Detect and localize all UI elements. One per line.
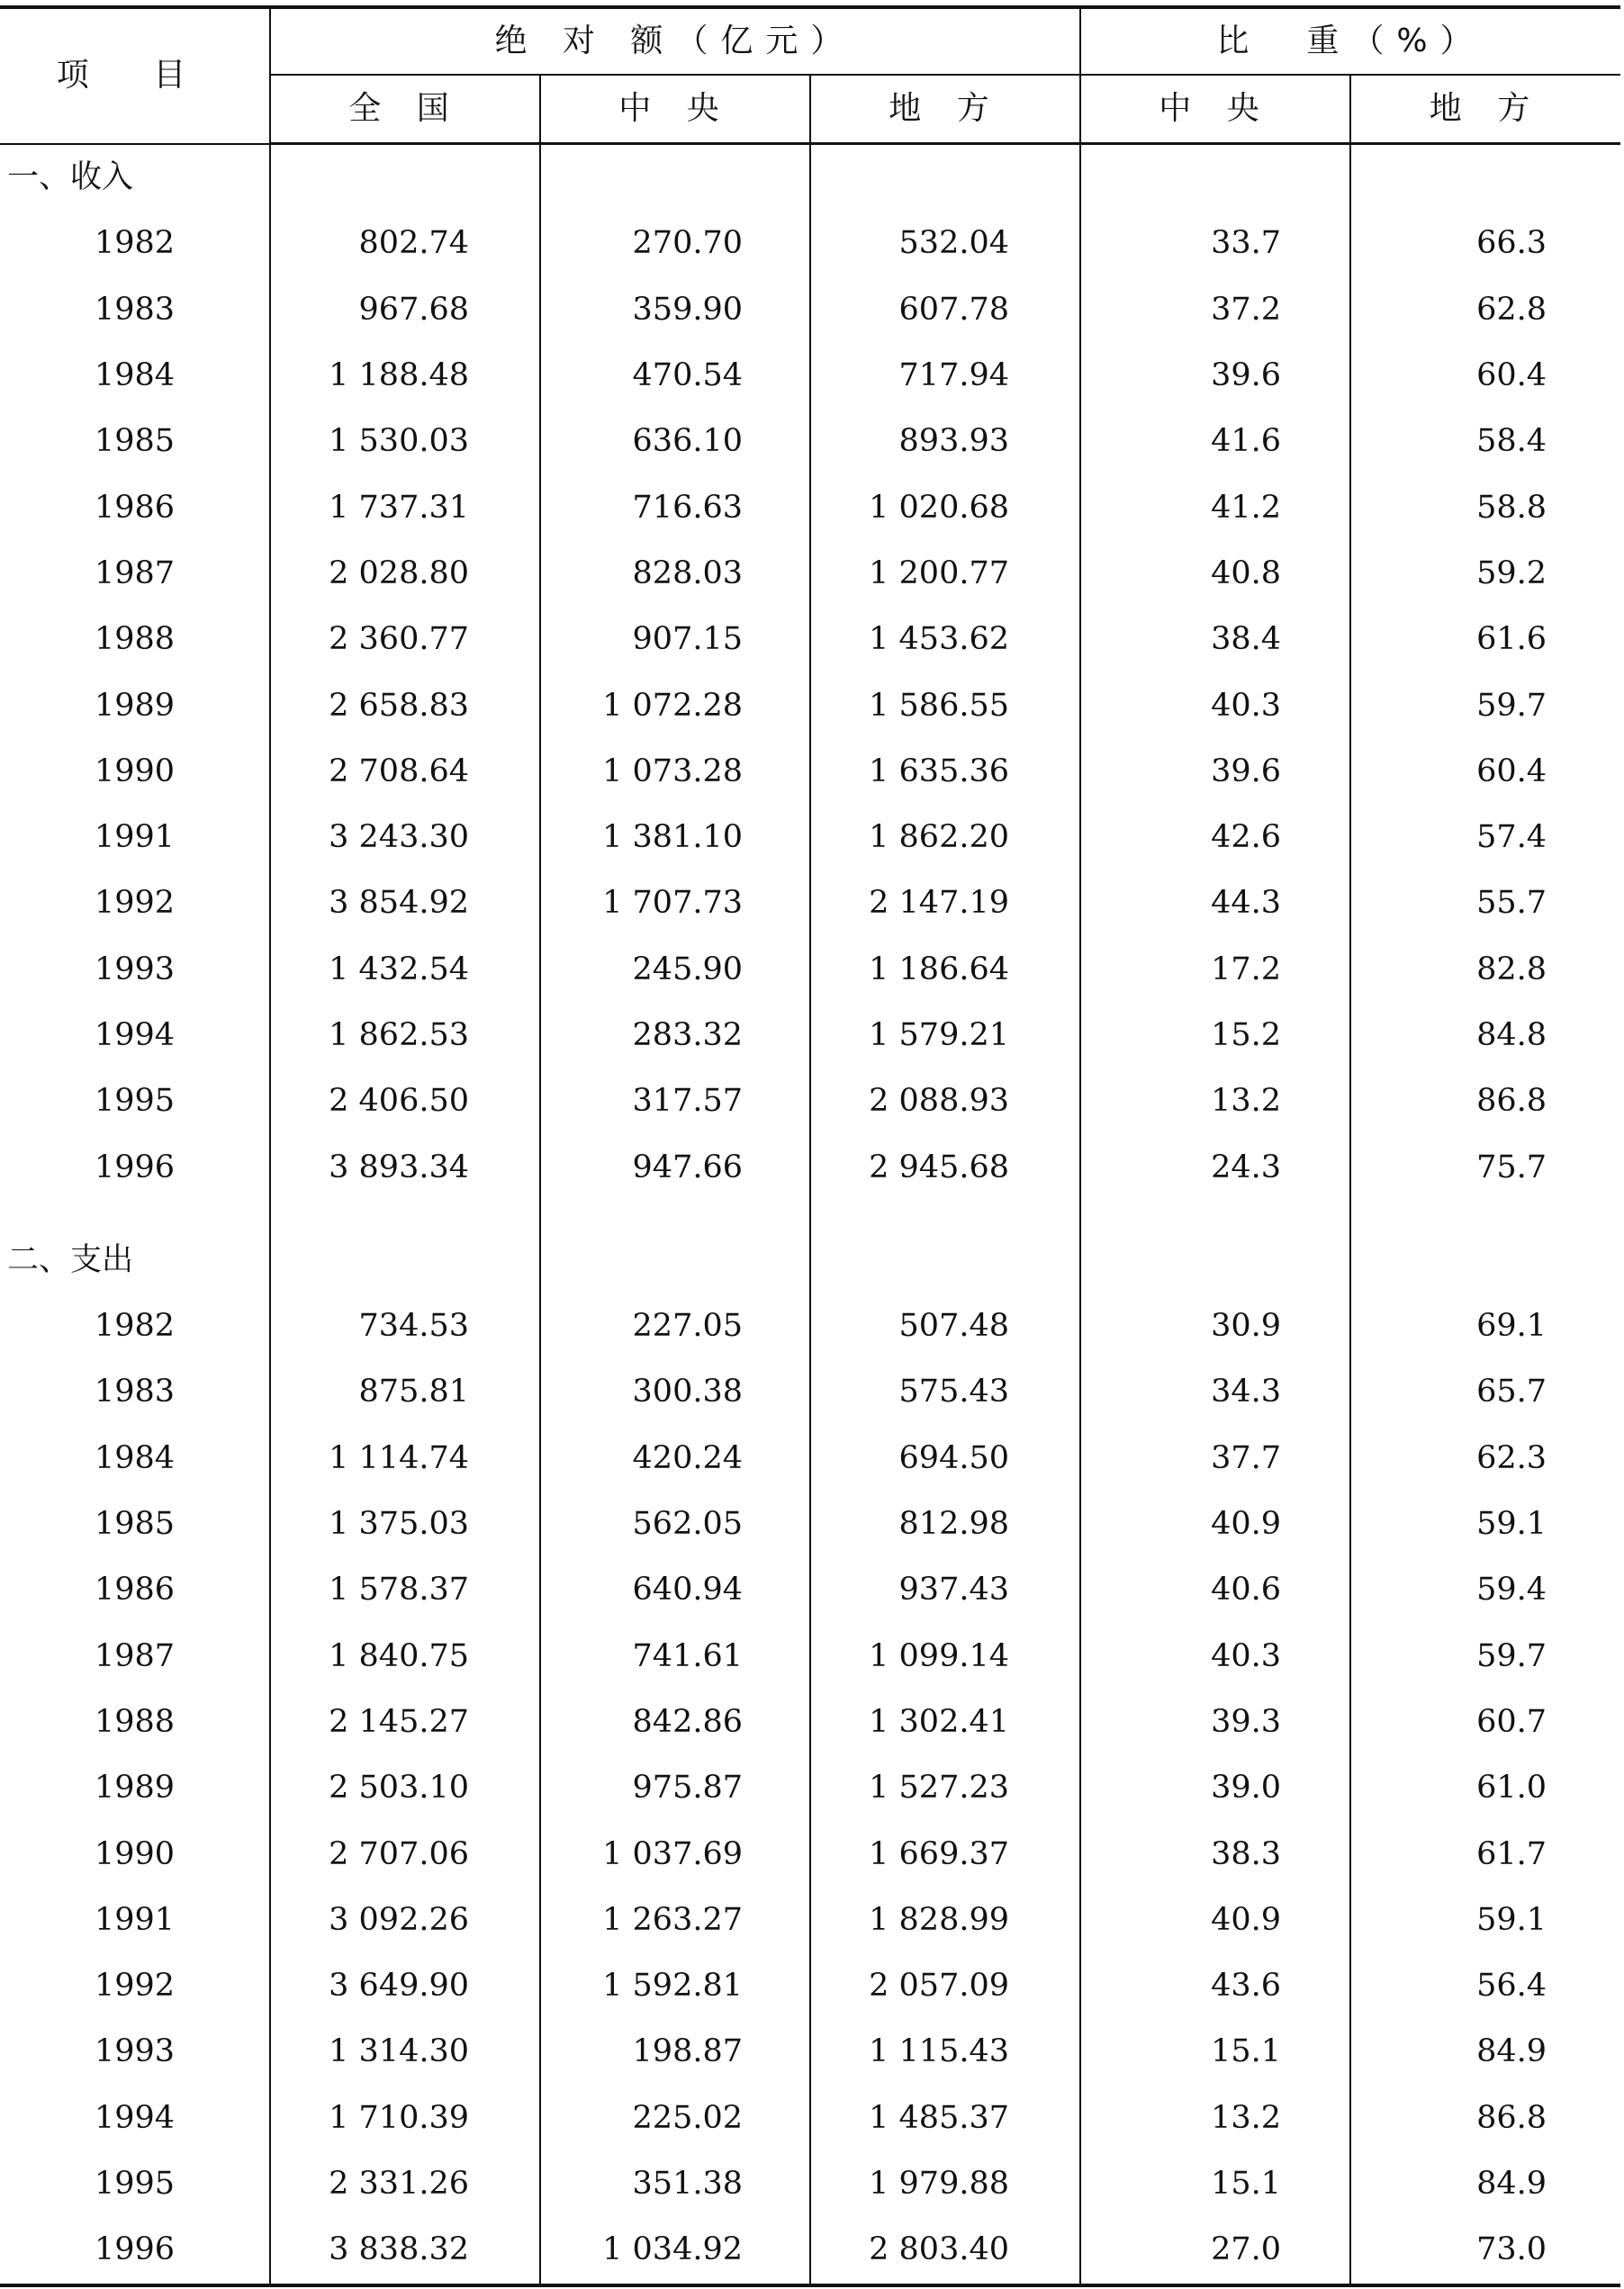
national-amount-cell: 2 406.50 [270, 1068, 540, 1134]
central-share-cell: 40.9 [1080, 1491, 1350, 1557]
year-cell: 1987 [0, 1624, 270, 1690]
table-row [0, 2019, 1620, 2085]
local-share-cell: 57.4 [1476, 819, 1547, 856]
spacer-cell [270, 1201, 540, 1228]
national-amount-cell: 734.53 [270, 1293, 540, 1359]
national-amount-cell: 3 893.34 [270, 1134, 540, 1200]
central-amount-cell: 741.61 [540, 1624, 810, 1690]
local-share-cell: 55.7 [1476, 885, 1547, 922]
table-body [0, 144, 1620, 2285]
absolute-amount-header: 绝 对 额（亿元） [270, 7, 1080, 75]
table-row [0, 1690, 1620, 1755]
local-amount-cell: 812.98 [810, 1491, 1080, 1557]
table-row [0, 1755, 1620, 1821]
local-amount-cell: 1 579.21 [810, 1003, 1080, 1068]
year-cell: 1986 [0, 474, 270, 540]
year-cell: 1986 [0, 1557, 270, 1623]
central-amount-cell: 225.02 [540, 2086, 810, 2151]
local-share-cell: 75.7 [1476, 1149, 1547, 1185]
central-share-cell: 13.2 [1080, 2086, 1350, 2151]
central-amount-cell: 420.24 [540, 1426, 810, 1491]
central-share-cell: 40.8 [1080, 541, 1350, 607]
local-amount-column-header: 地 方 [810, 75, 1080, 144]
local-share-cell: 56.4 [1476, 1968, 1547, 2005]
national-amount-cell: 2 503.10 [270, 1755, 540, 1821]
share-header: 比 重（%） [1080, 7, 1620, 75]
national-column-header: 全 国 [270, 75, 540, 144]
national-amount-cell: 2 707.06 [270, 1821, 540, 1887]
central-share-cell: 43.6 [1080, 1953, 1350, 2019]
local-amount-cell: 532.04 [810, 211, 1080, 276]
year-cell: 1984 [0, 1426, 270, 1491]
central-share-cell: 37.7 [1080, 1426, 1350, 1491]
central-share-cell: 38.4 [1080, 607, 1350, 672]
central-share-cell: 41.2 [1080, 474, 1350, 540]
year-cell: 1994 [0, 2086, 270, 2151]
local-amount-cell: 1 115.43 [810, 2019, 1080, 2085]
national-amount-cell: 1 432.54 [270, 937, 540, 1003]
central-amount-cell: 351.38 [540, 2151, 810, 2217]
central-amount-cell: 317.57 [540, 1068, 810, 1134]
table-row [0, 1293, 1620, 1359]
local-amount-cell: 575.43 [810, 1359, 1080, 1425]
section-title: 一、收入 [0, 144, 270, 212]
central-amount-cell: 1 034.92 [540, 2217, 810, 2284]
table-row [0, 1491, 1620, 1557]
year-cell: 1993 [0, 2019, 270, 2085]
table-row [0, 277, 1620, 343]
local-share-cell: 61.6 [1476, 621, 1547, 658]
local-amount-cell: 1 586.55 [810, 672, 1080, 738]
local-share-cell: 84.9 [1476, 2033, 1547, 2070]
local-share-cell: 58.8 [1476, 489, 1547, 526]
section-row [0, 1228, 1620, 1293]
year-cell: 1989 [0, 672, 270, 738]
local-amount-cell: 1 186.64 [810, 937, 1080, 1003]
year-cell: 1995 [0, 2151, 270, 2217]
national-amount-cell: 802.74 [270, 211, 540, 276]
local-amount-cell: 717.94 [810, 343, 1080, 409]
central-share-cell: 13.2 [1080, 1068, 1350, 1134]
local-amount-cell: 2 945.68 [810, 1134, 1080, 1200]
spacer-cell [810, 1201, 1080, 1228]
central-amount-cell: 1 037.69 [540, 1821, 810, 1887]
central-share-cell: 40.6 [1080, 1557, 1350, 1623]
table-row [0, 474, 1620, 540]
year-cell: 1995 [0, 1068, 270, 1134]
national-amount-cell: 2 331.26 [270, 2151, 540, 2217]
table-header [0, 7, 1620, 144]
table-row [0, 1359, 1620, 1425]
local-amount-cell: 1 862.20 [810, 805, 1080, 870]
central-amount-cell: 828.03 [540, 541, 810, 607]
central-amount-column-header: 中 央 [540, 75, 810, 144]
national-amount-cell: 1 188.48 [270, 343, 540, 409]
local-share-cell: 82.8 [1476, 951, 1547, 987]
year-cell: 1996 [0, 2217, 270, 2284]
local-share-cell: 59.1 [1476, 1901, 1547, 1938]
year-cell: 1992 [0, 1953, 270, 2019]
year-cell: 1985 [0, 1491, 270, 1557]
empty-cell [1350, 1228, 1620, 1293]
spacer-cell [1350, 1201, 1620, 1228]
table-row [0, 805, 1620, 870]
national-amount-cell: 1 862.53 [270, 1003, 540, 1068]
local-share-cell: 86.8 [1476, 1083, 1547, 1120]
table-row [0, 607, 1620, 672]
table-row [0, 1888, 1620, 1953]
central-amount-cell: 975.87 [540, 1755, 810, 1821]
table-row [0, 2086, 1620, 2151]
fiscal-table [0, 5, 1620, 2287]
section-title: 二、支出 [0, 1228, 270, 1293]
central-amount-cell: 1 381.10 [540, 805, 810, 870]
empty-cell [540, 144, 810, 212]
central-amount-cell: 300.38 [540, 1359, 810, 1425]
central-amount-cell: 1 707.73 [540, 870, 810, 936]
national-amount-cell: 1 314.30 [270, 2019, 540, 2085]
table-row [0, 2151, 1620, 2217]
table-row [0, 1003, 1620, 1068]
central-amount-cell: 842.86 [540, 1690, 810, 1755]
local-share-cell: 59.2 [1476, 554, 1547, 591]
year-cell: 1984 [0, 343, 270, 409]
central-amount-cell: 947.66 [540, 1134, 810, 1200]
local-share-cell: 59.7 [1476, 687, 1547, 724]
national-amount-cell: 1 840.75 [270, 1624, 540, 1690]
national-amount-cell: 1 578.37 [270, 1557, 540, 1623]
table-row [0, 1821, 1620, 1887]
local-amount-cell: 1 828.99 [810, 1888, 1080, 1953]
local-amount-cell: 694.50 [810, 1426, 1080, 1491]
empty-cell [270, 144, 540, 212]
local-amount-cell: 937.43 [810, 1557, 1080, 1623]
local-share-cell: 65.7 [1476, 1374, 1547, 1410]
local-share-cell: 60.4 [1476, 357, 1547, 394]
year-cell: 1991 [0, 1888, 270, 1953]
national-amount-cell: 1 375.03 [270, 1491, 540, 1557]
central-amount-cell: 1 073.28 [540, 739, 810, 805]
local-amount-cell: 1 302.41 [810, 1690, 1080, 1755]
central-amount-cell: 270.70 [540, 211, 810, 276]
local-amount-cell: 507.48 [810, 1293, 1080, 1359]
local-share-cell: 60.4 [1476, 752, 1547, 789]
national-amount-cell: 1 114.74 [270, 1426, 540, 1491]
local-amount-cell: 2 088.93 [810, 1068, 1080, 1134]
central-share-cell: 41.6 [1080, 409, 1350, 474]
year-cell: 1992 [0, 870, 270, 936]
central-amount-cell: 562.05 [540, 1491, 810, 1557]
central-share-cell: 38.3 [1080, 1821, 1350, 1887]
local-amount-cell: 2 147.19 [810, 870, 1080, 936]
table-row [0, 672, 1620, 738]
local-share-cell: 62.3 [1476, 1439, 1547, 1476]
national-amount-cell: 2 028.80 [270, 541, 540, 607]
national-amount-cell: 967.68 [270, 277, 540, 343]
local-share-cell: 61.7 [1476, 1835, 1547, 1872]
central-share-cell: 42.6 [1080, 805, 1350, 870]
central-amount-cell: 640.94 [540, 1557, 810, 1623]
central-amount-cell: 1 072.28 [540, 672, 810, 738]
central-amount-cell: 359.90 [540, 277, 810, 343]
year-cell: 1996 [0, 1134, 270, 1200]
central-share-cell: 15.1 [1080, 2019, 1350, 2085]
table-row [0, 541, 1620, 607]
central-share-cell: 40.9 [1080, 1888, 1350, 1953]
year-cell: 1985 [0, 409, 270, 474]
year-cell: 1993 [0, 937, 270, 1003]
central-amount-cell: 1 263.27 [540, 1888, 810, 1953]
local-share-cell: 84.9 [1476, 2166, 1547, 2203]
table-row [0, 409, 1620, 474]
local-share-column-header: 地 方 [1350, 75, 1620, 144]
national-amount-cell: 1 737.31 [270, 474, 540, 540]
table-row [0, 870, 1620, 936]
year-cell: 1982 [0, 1293, 270, 1359]
year-cell: 1990 [0, 739, 270, 805]
national-amount-cell: 1 530.03 [270, 409, 540, 474]
central-amount-cell: 470.54 [540, 343, 810, 409]
local-amount-cell: 1 669.37 [810, 1821, 1080, 1887]
local-share-cell: 58.4 [1476, 423, 1547, 460]
local-amount-cell: 1 979.88 [810, 2151, 1080, 2217]
empty-cell [270, 1228, 540, 1293]
table-row [0, 2217, 1620, 2284]
year-cell: 1983 [0, 277, 270, 343]
spacer-cell [0, 1201, 270, 1228]
central-share-cell: 34.3 [1080, 1359, 1350, 1425]
table-row [0, 937, 1620, 1003]
national-amount-cell: 2 708.64 [270, 739, 540, 805]
national-amount-cell: 2 145.27 [270, 1690, 540, 1755]
central-share-cell: 24.3 [1080, 1134, 1350, 1200]
central-share-cell: 40.3 [1080, 1624, 1350, 1690]
central-share-cell: 39.3 [1080, 1690, 1350, 1755]
empty-cell [810, 144, 1080, 212]
empty-cell [810, 1228, 1080, 1293]
local-share-cell: 84.8 [1476, 1017, 1547, 1053]
spacer-cell [1080, 1201, 1350, 1228]
local-amount-cell: 1 099.14 [810, 1624, 1080, 1690]
year-cell: 1988 [0, 607, 270, 672]
local-amount-cell: 1 200.77 [810, 541, 1080, 607]
spacer-cell [540, 1201, 810, 1228]
local-amount-cell: 1 453.62 [810, 607, 1080, 672]
central-share-column-header: 中 央 [1080, 75, 1350, 144]
national-amount-cell: 3 243.30 [270, 805, 540, 870]
empty-cell [1350, 144, 1620, 212]
central-amount-cell: 283.32 [540, 1003, 810, 1068]
national-amount-cell: 3 649.90 [270, 1953, 540, 2019]
central-share-cell: 15.2 [1080, 1003, 1350, 1068]
empty-cell [1080, 1228, 1350, 1293]
local-share-cell: 59.4 [1476, 1572, 1547, 1609]
central-share-cell: 40.3 [1080, 672, 1350, 738]
table-row [0, 1953, 1620, 2019]
local-share-cell: 73.0 [1476, 2231, 1547, 2268]
empty-cell [1080, 144, 1350, 212]
central-share-cell: 30.9 [1080, 1293, 1350, 1359]
local-share-cell: 61.0 [1476, 1770, 1547, 1807]
year-cell: 1983 [0, 1359, 270, 1425]
central-amount-cell: 1 592.81 [540, 1953, 810, 2019]
central-amount-cell: 227.05 [540, 1293, 810, 1359]
table-row [0, 739, 1620, 805]
central-share-cell: 15.1 [1080, 2151, 1350, 2217]
local-share-cell: 69.1 [1476, 1308, 1547, 1345]
year-cell: 1989 [0, 1755, 270, 1821]
empty-cell [540, 1228, 810, 1293]
table-row [0, 1557, 1620, 1623]
central-amount-cell: 907.15 [540, 607, 810, 672]
national-amount-cell: 2 658.83 [270, 672, 540, 738]
national-amount-cell: 3 854.92 [270, 870, 540, 936]
local-amount-cell: 1 485.37 [810, 2086, 1080, 2151]
year-cell: 1988 [0, 1690, 270, 1755]
national-amount-cell: 1 710.39 [270, 2086, 540, 2151]
local-share-cell: 62.8 [1476, 291, 1547, 328]
year-cell: 1991 [0, 805, 270, 870]
central-share-cell: 17.2 [1080, 937, 1350, 1003]
central-amount-cell: 636.10 [540, 409, 810, 474]
local-amount-cell: 893.93 [810, 409, 1080, 474]
national-amount-cell: 3 838.32 [270, 2217, 540, 2284]
year-cell: 1982 [0, 211, 270, 276]
central-share-cell: 39.6 [1080, 343, 1350, 409]
local-amount-cell: 2 057.09 [810, 1953, 1080, 2019]
year-cell: 1990 [0, 1821, 270, 1887]
national-amount-cell: 2 360.77 [270, 607, 540, 672]
local-share-cell: 59.7 [1476, 1637, 1547, 1674]
central-share-cell: 39.6 [1080, 739, 1350, 805]
central-amount-cell: 245.90 [540, 937, 810, 1003]
table-row [0, 1426, 1620, 1491]
table-row [0, 211, 1620, 276]
local-amount-cell: 1 527.23 [810, 1755, 1080, 1821]
national-amount-cell: 875.81 [270, 1359, 540, 1425]
header-row-group [0, 7, 1620, 75]
central-share-cell: 39.0 [1080, 1755, 1350, 1821]
year-cell: 1987 [0, 541, 270, 607]
table-row [0, 1624, 1620, 1690]
local-share-cell: 60.7 [1476, 1703, 1547, 1740]
section-spacer [0, 1201, 1620, 1228]
central-share-cell: 37.2 [1080, 277, 1350, 343]
local-share-cell: 86.8 [1476, 2099, 1547, 2136]
table-row [0, 1068, 1620, 1134]
year-cell: 1994 [0, 1003, 270, 1068]
central-share-cell: 44.3 [1080, 870, 1350, 936]
table-row [0, 1134, 1620, 1200]
local-share-cell: 66.3 [1476, 225, 1547, 262]
local-amount-cell: 1 635.36 [810, 739, 1080, 805]
item-column-header: 项 目 [0, 7, 270, 144]
central-share-cell: 33.7 [1080, 211, 1350, 276]
local-share-cell: 59.1 [1476, 1506, 1547, 1543]
central-share-cell: 27.0 [1080, 2217, 1350, 2284]
central-amount-cell: 198.87 [540, 2019, 810, 2085]
central-amount-cell: 716.63 [540, 474, 810, 540]
section-row [0, 144, 1620, 212]
local-amount-cell: 607.78 [810, 277, 1080, 343]
local-amount-cell: 2 803.40 [810, 2217, 1080, 2284]
national-amount-cell: 3 092.26 [270, 1888, 540, 1953]
table-row [0, 343, 1620, 409]
local-amount-cell: 1 020.68 [810, 474, 1080, 540]
